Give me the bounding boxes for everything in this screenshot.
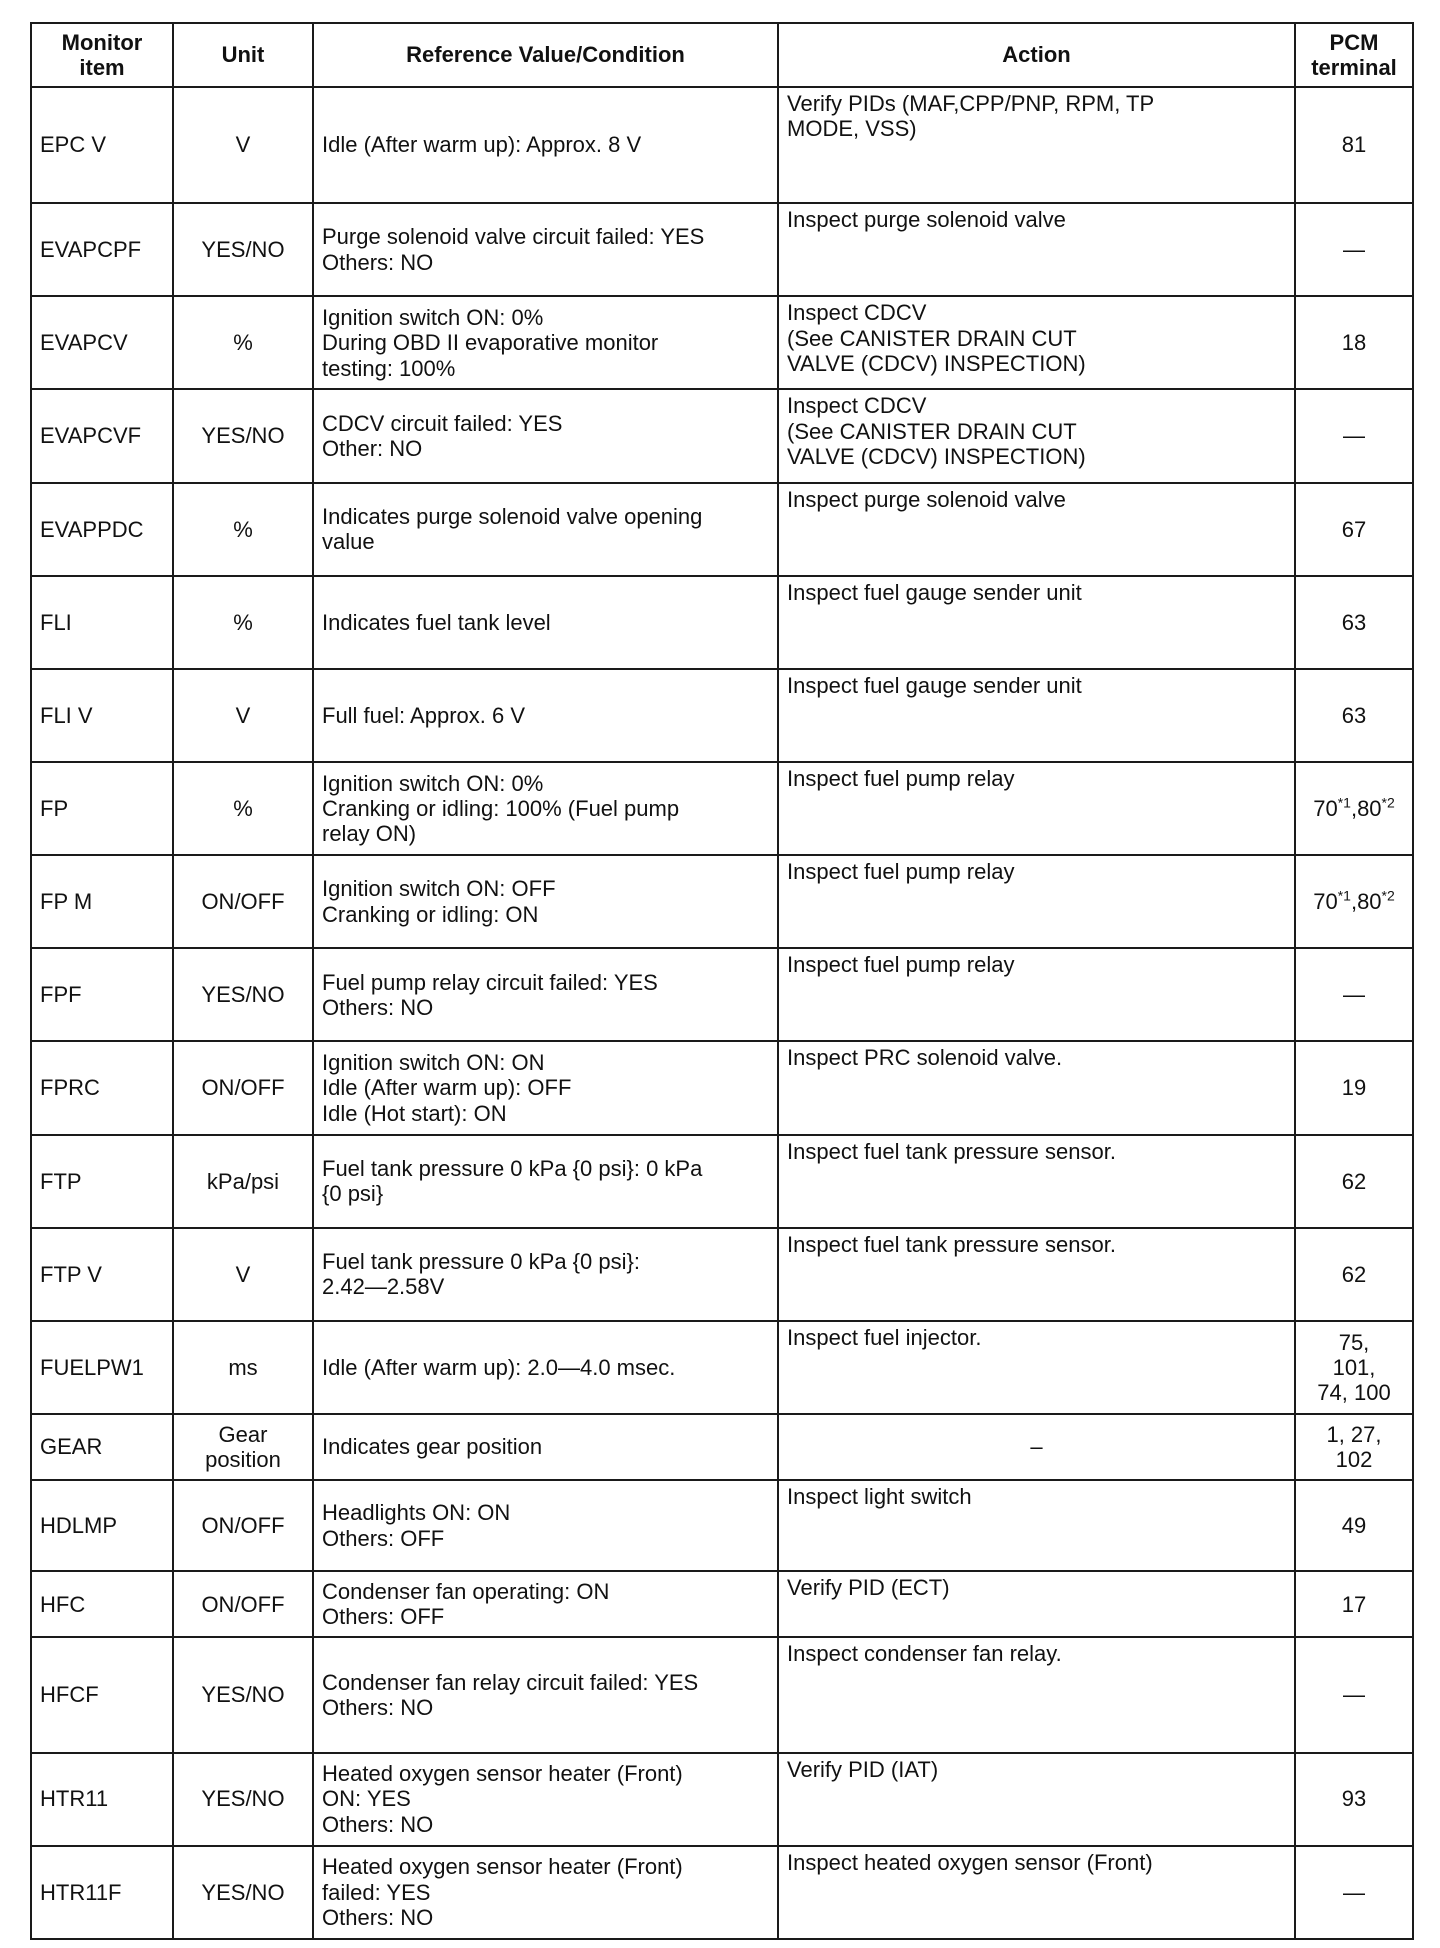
action: Verify PID (IAT)	[778, 1753, 1295, 1846]
table-row	[31, 1480, 1413, 1571]
reference-value: Purge solenoid valve circuit failed: YES Others: NO	[313, 203, 778, 296]
table-row	[31, 1846, 1413, 1939]
action: Inspect fuel injector.	[778, 1321, 1295, 1414]
pcm-terminal: 93	[1295, 1753, 1413, 1846]
unit: V	[173, 669, 313, 762]
table-row	[31, 762, 1413, 855]
terminal-80: 80	[1357, 795, 1382, 821]
terminal-separator: ,	[1350, 889, 1358, 915]
reference-value: Ignition switch ON: ON Idle (After warm up): OFF Idle (Hot start): ON	[313, 1041, 778, 1134]
unit: ON/OFF	[173, 1571, 313, 1637]
pcm-terminal: —	[1295, 948, 1413, 1041]
header-unit: Unit	[173, 23, 313, 87]
unit: YES/NO	[173, 948, 313, 1041]
unit: YES/NO	[173, 1753, 313, 1846]
header-pcm-terminal: PCM terminal	[1295, 23, 1413, 87]
monitor-item: FP	[31, 762, 173, 855]
terminal-80: 80	[1357, 889, 1382, 915]
table-row	[31, 1571, 1413, 1637]
unit: V	[173, 1228, 313, 1321]
pcm-terminal	[1295, 855, 1413, 948]
pcm-terminal: 62	[1295, 1228, 1413, 1321]
action: Verify PIDs (MAF,CPP/PNP, RPM, TP MODE, VSS)	[778, 87, 1295, 203]
table-row	[31, 389, 1413, 482]
reference-value: Idle (After warm up): 2.0—4.0 msec.	[313, 1321, 778, 1414]
monitor-item: GEAR	[31, 1414, 173, 1480]
unit: ON/OFF	[173, 855, 313, 948]
unit: Gear position	[173, 1414, 313, 1480]
pcm-terminal: —	[1295, 1637, 1413, 1752]
reference-value: Ignition switch ON: OFF Cranking or idling: ON	[313, 855, 778, 948]
monitor-item: FUELPW1	[31, 1321, 173, 1414]
unit: ON/OFF	[173, 1480, 313, 1571]
header-action: Action	[778, 23, 1295, 87]
action: Inspect fuel pump relay	[778, 948, 1295, 1041]
reference-value: Indicates purge solenoid valve opening value	[313, 483, 778, 576]
monitor-item-table	[30, 22, 1414, 1940]
monitor-item: FLI	[31, 576, 173, 669]
monitor-item: HFC	[31, 1571, 173, 1637]
reference-value: Fuel tank pressure 0 kPa {0 psi}: 2.42—2.58V	[313, 1228, 778, 1321]
table-row	[31, 1321, 1413, 1414]
action: Inspect CDCV (See CANISTER DRAIN CUT VALVE (CDCV) INSPECTION)	[778, 389, 1295, 482]
pcm-terminal	[1295, 762, 1413, 855]
reference-value: Full fuel: Approx. 6 V	[313, 669, 778, 762]
unit: %	[173, 483, 313, 576]
unit: ms	[173, 1321, 313, 1414]
table-row	[31, 1041, 1413, 1134]
monitor-item: FP M	[31, 855, 173, 948]
footnote-mark-2: *2	[1381, 887, 1395, 904]
reference-value: CDCV circuit failed: YES Other: NO	[313, 389, 778, 482]
table-row	[31, 1637, 1413, 1752]
action: Inspect purge solenoid valve	[778, 483, 1295, 576]
unit: ON/OFF	[173, 1041, 313, 1134]
action: Inspect purge solenoid valve	[778, 203, 1295, 296]
header-monitor-item: Monitor item	[31, 23, 173, 87]
action: Inspect light switch	[778, 1480, 1295, 1571]
action: Verify PID (ECT)	[778, 1571, 1295, 1637]
reference-value: Ignition switch ON: 0% Cranking or idling: 100% (Fuel pump relay ON)	[313, 762, 778, 855]
monitor-item: FTP V	[31, 1228, 173, 1321]
table-row	[31, 576, 1413, 669]
unit: %	[173, 576, 313, 669]
monitor-item: FPRC	[31, 1041, 173, 1134]
table-row	[31, 1753, 1413, 1846]
pcm-terminal: 81	[1295, 87, 1413, 203]
pcm-terminal: 62	[1295, 1135, 1413, 1228]
unit: YES/NO	[173, 389, 313, 482]
pcm-terminal: 63	[1295, 669, 1413, 762]
reference-value: Fuel tank pressure 0 kPa {0 psi}: 0 kPa {0 psi}	[313, 1135, 778, 1228]
action: Inspect condenser fan relay.	[778, 1637, 1295, 1752]
header-reference: Reference Value/Condition	[313, 23, 778, 87]
pcm-terminal: 67	[1295, 483, 1413, 576]
pcm-terminal: 19	[1295, 1041, 1413, 1134]
terminal-70: 70	[1313, 795, 1338, 821]
table-row	[31, 855, 1413, 948]
action: –	[778, 1414, 1295, 1480]
pcm-terminal: 49	[1295, 1480, 1413, 1571]
reference-value: Indicates gear position	[313, 1414, 778, 1480]
reference-value: Heated oxygen sensor heater (Front) ON: YES Others: NO	[313, 1753, 778, 1846]
pcm-terminal: 1, 27, 102	[1295, 1414, 1413, 1480]
pcm-terminal: 63	[1295, 576, 1413, 669]
unit: YES/NO	[173, 203, 313, 296]
terminal-separator: ,	[1350, 795, 1358, 821]
table-row	[31, 483, 1413, 576]
action: Inspect PRC solenoid valve.	[778, 1041, 1295, 1134]
footnote-mark-1: *1	[1337, 794, 1351, 811]
action: Inspect fuel pump relay	[778, 855, 1295, 948]
reference-value: Heated oxygen sensor heater (Front) failed: YES Others: NO	[313, 1846, 778, 1939]
unit: YES/NO	[173, 1846, 313, 1939]
reference-value: Ignition switch ON: 0% During OBD II evaporative monitor testing: 100%	[313, 296, 778, 389]
monitor-item: HTR11	[31, 1753, 173, 1846]
monitor-item: EVAPPDC	[31, 483, 173, 576]
action: Inspect fuel tank pressure sensor.	[778, 1135, 1295, 1228]
monitor-item: FLI V	[31, 669, 173, 762]
unit: YES/NO	[173, 1637, 313, 1752]
action: Inspect heated oxygen sensor (Front)	[778, 1846, 1295, 1939]
header-row	[31, 23, 1413, 87]
monitor-item: EPC V	[31, 87, 173, 203]
reference-value: Headlights ON: ON Others: OFF	[313, 1480, 778, 1571]
monitor-item: HFCF	[31, 1637, 173, 1752]
table-row	[31, 1414, 1413, 1480]
monitor-item: EVAPCV	[31, 296, 173, 389]
monitor-item: FTP	[31, 1135, 173, 1228]
table-row	[31, 1228, 1413, 1321]
terminal-70: 70	[1313, 889, 1338, 915]
monitor-item: EVAPCPF	[31, 203, 173, 296]
reference-value: Idle (After warm up): Approx. 8 V	[313, 87, 778, 203]
reference-value: Fuel pump relay circuit failed: YES Others: NO	[313, 948, 778, 1041]
monitor-item: HDLMP	[31, 1480, 173, 1571]
monitor-item: FPF	[31, 948, 173, 1041]
table-row	[31, 296, 1413, 389]
table-row	[31, 1135, 1413, 1228]
reference-value: Condenser fan relay circuit failed: YES Others: NO	[313, 1637, 778, 1752]
reference-value: Condenser fan operating: ON Others: OFF	[313, 1571, 778, 1637]
unit: kPa/psi	[173, 1135, 313, 1228]
table-row	[31, 87, 1413, 203]
monitor-item: EVAPCVF	[31, 389, 173, 482]
table-row	[31, 669, 1413, 762]
footnote-mark-1: *1	[1337, 887, 1351, 904]
action: Inspect fuel tank pressure sensor.	[778, 1228, 1295, 1321]
reference-value: Indicates fuel tank level	[313, 576, 778, 669]
action: Inspect fuel gauge sender unit	[778, 669, 1295, 762]
unit: %	[173, 296, 313, 389]
action: Inspect fuel gauge sender unit	[778, 576, 1295, 669]
footnote-mark-2: *2	[1381, 794, 1395, 811]
pcm-terminal: 75, 101, 74, 100	[1295, 1321, 1413, 1414]
unit: %	[173, 762, 313, 855]
pcm-terminal: —	[1295, 203, 1413, 296]
action: Inspect fuel pump relay	[778, 762, 1295, 855]
pcm-terminal: —	[1295, 389, 1413, 482]
monitor-item: HTR11F	[31, 1846, 173, 1939]
pcm-terminal: —	[1295, 1846, 1413, 1939]
table-row	[31, 203, 1413, 296]
table-row	[31, 948, 1413, 1041]
pcm-terminal: 17	[1295, 1571, 1413, 1637]
unit: V	[173, 87, 313, 203]
pcm-terminal: 18	[1295, 296, 1413, 389]
action: Inspect CDCV (See CANISTER DRAIN CUT VALVE (CDCV) INSPECTION)	[778, 296, 1295, 389]
